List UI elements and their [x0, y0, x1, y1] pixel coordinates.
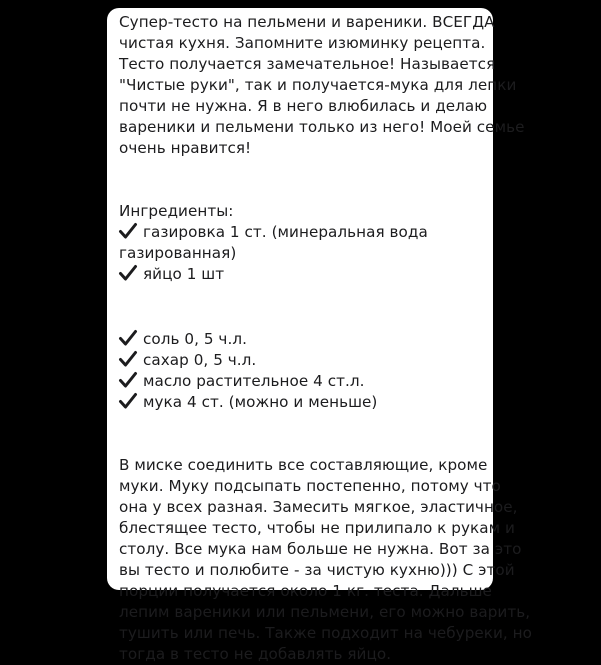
- intro-line: вареники и пельмени только из него! Моей семье: [119, 118, 525, 136]
- intro-line: чистая кухня. Запомните изюминку рецепта.: [119, 34, 486, 52]
- ingredient-item: [119, 392, 519, 413]
- ingredients-title: Ингредиенты:: [119, 202, 234, 220]
- ingredient-item: [119, 350, 519, 371]
- check-mark-icon: [119, 372, 137, 388]
- method-line: столу. Все мука нам больше не нужна. Вот за это: [119, 540, 522, 558]
- intro-line: "Чистые руки", так и получается-мука для лепки: [119, 76, 517, 94]
- check-mark-icon: [119, 330, 137, 346]
- intro-line: почти не нужна. Я в него влюбилась и делаю: [119, 97, 488, 115]
- method-line: она у всех разная. Замесить мягкое, эластичное,: [119, 498, 518, 516]
- ingredient-text: масло растительное 4 ст.л.: [143, 372, 365, 390]
- method-line: тогда в тесто не добавлять яйцо.: [119, 645, 392, 663]
- recipe-text: [119, 12, 533, 665]
- check-mark-icon: [119, 393, 137, 409]
- check-mark-icon: [119, 223, 137, 239]
- ingredient-text: яйцо 1 шт: [143, 265, 225, 283]
- intro-line: Супер-тесто на пельмени и вареники. ВСЕГДА: [119, 13, 495, 31]
- ingredient-item: [119, 264, 519, 285]
- ingredient-item: [119, 371, 519, 392]
- method-line: блестящее тесто, чтобы не прилипало к рукам и: [119, 519, 515, 537]
- method-line: тушить или печь. Также подходит на чебуреки, но: [119, 624, 533, 642]
- ingredient-continuation: газированная): [119, 244, 237, 262]
- method-line: муки. Муку подсыпать постепенно, потому что: [119, 477, 501, 495]
- method-line: В миске соединить все составляющие, кроме: [119, 456, 488, 474]
- method-line: лепим вареники или пельмени, его можно варить,: [119, 603, 531, 621]
- recipe-card: [107, 8, 533, 663]
- check-mark-icon: [119, 351, 137, 367]
- ingredient-text: газировка 1 ст. (минеральная вода: [143, 223, 428, 241]
- method-line: вы тесто и полюбите - за чистую кухню))) С этой: [119, 561, 515, 579]
- ingredient-item: [119, 329, 519, 350]
- check-mark-icon: [119, 265, 137, 281]
- ingredient-text: сахар 0, 5 ч.л.: [143, 351, 257, 369]
- ingredient-text: соль 0, 5 ч.л.: [143, 330, 247, 348]
- intro-line: Тесто получается замечательное! Называется: [119, 55, 496, 73]
- method-line: порции получается около 1 кг. теста. Дальше: [119, 582, 492, 600]
- ingredient-item: [119, 222, 519, 243]
- intro-line: очень нравится!: [119, 139, 252, 157]
- ingredient-text: мука 4 ст. (можно и меньше): [143, 393, 378, 411]
